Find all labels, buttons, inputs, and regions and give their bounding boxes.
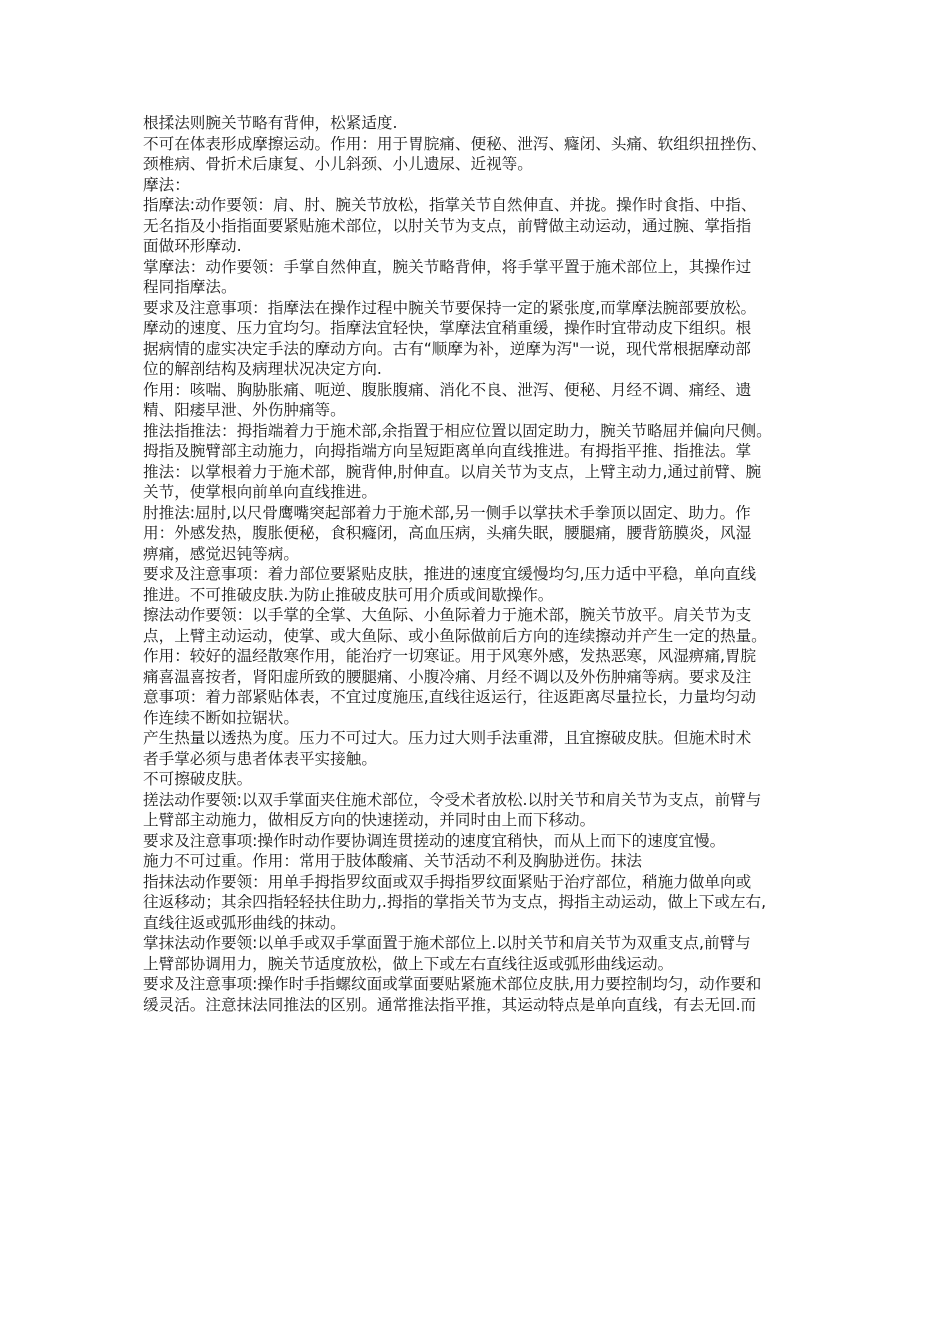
text-line: 颈椎病、骨折术后康复、小儿斜颈、小儿遗尿、近视等。 <box>143 155 533 173</box>
text-line: 痹痛，感觉迟钝等病。 <box>143 544 299 563</box>
text-line: 精、阳痿早泄、外伤肿痛等。 <box>143 401 346 419</box>
text-line: 拇指及腕臂部主动施力，向拇指端方向呈短距离单向直线推进。有拇指平推、指推法。掌 <box>143 442 752 460</box>
text-line: 要求及注意事项:操作时手指螺纹面或掌面要贴紧施术部位皮肤,用力要控制均匀，动作要和 <box>143 975 762 993</box>
text-line: 意事项：着力部紧贴体表，不宜过度施压,直线往返运行，往返距离尽量拉长，力量均匀动 <box>143 688 757 706</box>
text-line: 者手掌必须与患者体表平实接触。 <box>143 749 377 768</box>
text-line: 作连续不断如拉锯状。 <box>143 708 299 727</box>
text-line: 施力不可过重。作用：常用于肢体酸痛、关节活动不利及胸胁迸伤。抹法 <box>143 852 643 870</box>
text-line: 摩法： <box>143 175 190 194</box>
text-line: 关节，使掌根向前单向直线推进。 <box>143 483 377 501</box>
text-line: 指抹法动作要领：用单手拇指罗纹面或双手拇指罗纹面紧贴于治疗部位，稍施力做单向或 <box>143 872 752 891</box>
text-line: 程同指摩法。 <box>143 278 237 296</box>
text-line: 痛喜温喜按者，肾阳虚所致的腰腿痛、小腹冷痛、月经不调以及外伤肿痛等病。要求及注 <box>143 667 752 686</box>
text-line: 根揉法则腕关节略有背伸，松紧适度. <box>143 114 398 132</box>
text-line: 作用：咳喘、胸胁胀痛、呃逆、腹胀腹痛、消化不良、泄泻、便秘、月经不调、痛经、遗 <box>143 380 752 399</box>
text-line: 无名指及小指指面要紧贴施术部位，以肘关节为支点，前臂做主动运动，通过腕、掌指指 <box>143 216 752 235</box>
text-line: 上臂部协调用力，腕关节适度放松，做上下或左右直线往返或弧形曲线运动。 <box>143 954 674 973</box>
text-line: 往返移动；其余四指轻轻扶住助力,.拇指的掌指关节为支点，拇指主动运动，做上下或左右, <box>143 893 767 911</box>
text-line: 直线往返或弧形曲线的抹动。 <box>143 913 346 932</box>
text-line: 掌抹法动作要领:以单手或双手掌面置于施术部位上.以肘关节和肩关节为双重支点,前臂与 <box>143 934 751 952</box>
text-line: 推法：以掌根着力于施术部，腕背伸,肘伸直。以肩关节为支点，上臂主动力,通过前臂、腕 <box>143 462 762 481</box>
text-line: 摩动的速度、压力宜均匀。指摩法宜轻快，掌摩法宜稍重缓，操作时宜带动皮下组织。根 <box>143 319 752 337</box>
text-line: 作用：较好的温经散寒作用，能治疗一切寒证。用于风寒外感，发热恶寒，风湿痹痛,胃脘 <box>143 647 757 665</box>
text-line: 擦法动作要领：以手掌的全掌、大鱼际、小鱼际着力于施术部，腕关节放平。肩关节为支 <box>143 606 752 624</box>
text-line: 据病情的虚实决定手法的摩动方向。古有“顺摩为补，逆摩为泻"一说，现代常根据摩动部 <box>143 339 751 358</box>
text-line: 要求及注意事项：指摩法在操作过程中腕关节要保持一定的紧张度,而掌摩法腕部要放松。 <box>143 298 757 317</box>
text-line: 推进。不可推破皮肤.为防止推破皮肤可用介质或间歇操作。 <box>143 585 554 604</box>
text-line: 掌摩法：动作要领：手掌自然伸直，腕关节略背伸，将手掌平置于施术部位上，其操作过 <box>143 257 752 276</box>
text-line: 肘推法:屈肘,以尺骨鹰嘴突起部着力于施术部,另一侧手以掌扶术手拳顶以固定、助力。作 <box>143 503 751 522</box>
document-body <box>143 113 833 1015</box>
text-line: 缓灵活。注意抹法同推法的区别。通常推法指平推，其运动特点是单向直线，有去无回.而 <box>143 995 757 1014</box>
text-line: 位的解剖结构及病理状况决定方向. <box>143 360 382 378</box>
text-line: 产生热量以透热为度。压力不可过大。压力过大则手法重滞，且宜擦破皮肤。但施术时术 <box>143 729 752 747</box>
text-line: 点，上臂主动运动，使掌、或大鱼际、或小鱼际做前后方向的连续擦动并产生一定的热量。 <box>143 626 767 645</box>
text-line: 面做环形摩动. <box>143 237 242 255</box>
text-line: 不可在体表形成摩擦运动。作用：用于胃脘痛、便秘、泄泻、癃闭、头痛、软组织扭挫伤、 <box>143 134 767 153</box>
text-line: 不可擦破皮肤。 <box>143 770 253 788</box>
text-line: 要求及注意事项:操作时动作要协调连贯搓动的速度宜稍快，而从上而下的速度宜慢。 <box>143 831 726 850</box>
text-line: 指摩法:动作要领：肩、肘、腕关节放松，指掌关节自然伸直、并拢。操作时食指、中指、 <box>143 196 757 214</box>
text-line: 上臂部主动施力，做相反方向的快速搓动，并同时由上而下移动。 <box>143 811 596 829</box>
text-line: 推法指推法：拇指端着力于施术部,余指置于相应位置以固定助力，腕关节略屈并偏向尺侧。 <box>143 421 772 440</box>
text-line: 要求及注意事项：着力部位要紧贴皮肤，推进的速度宜缓慢均匀,压力适中平稳，单向直线 <box>143 565 757 583</box>
text-line: 搓法动作要领:以双手掌面夹住施术部位，令受术者放松.以肘关节和肩关节为支点，前臂与 <box>143 790 762 809</box>
text-line: 用：外感发热，腹胀便秘，食积癃闭，高血压病，头痛失眠，腰腿痛，腰背筋膜炎，风湿 <box>143 524 752 542</box>
